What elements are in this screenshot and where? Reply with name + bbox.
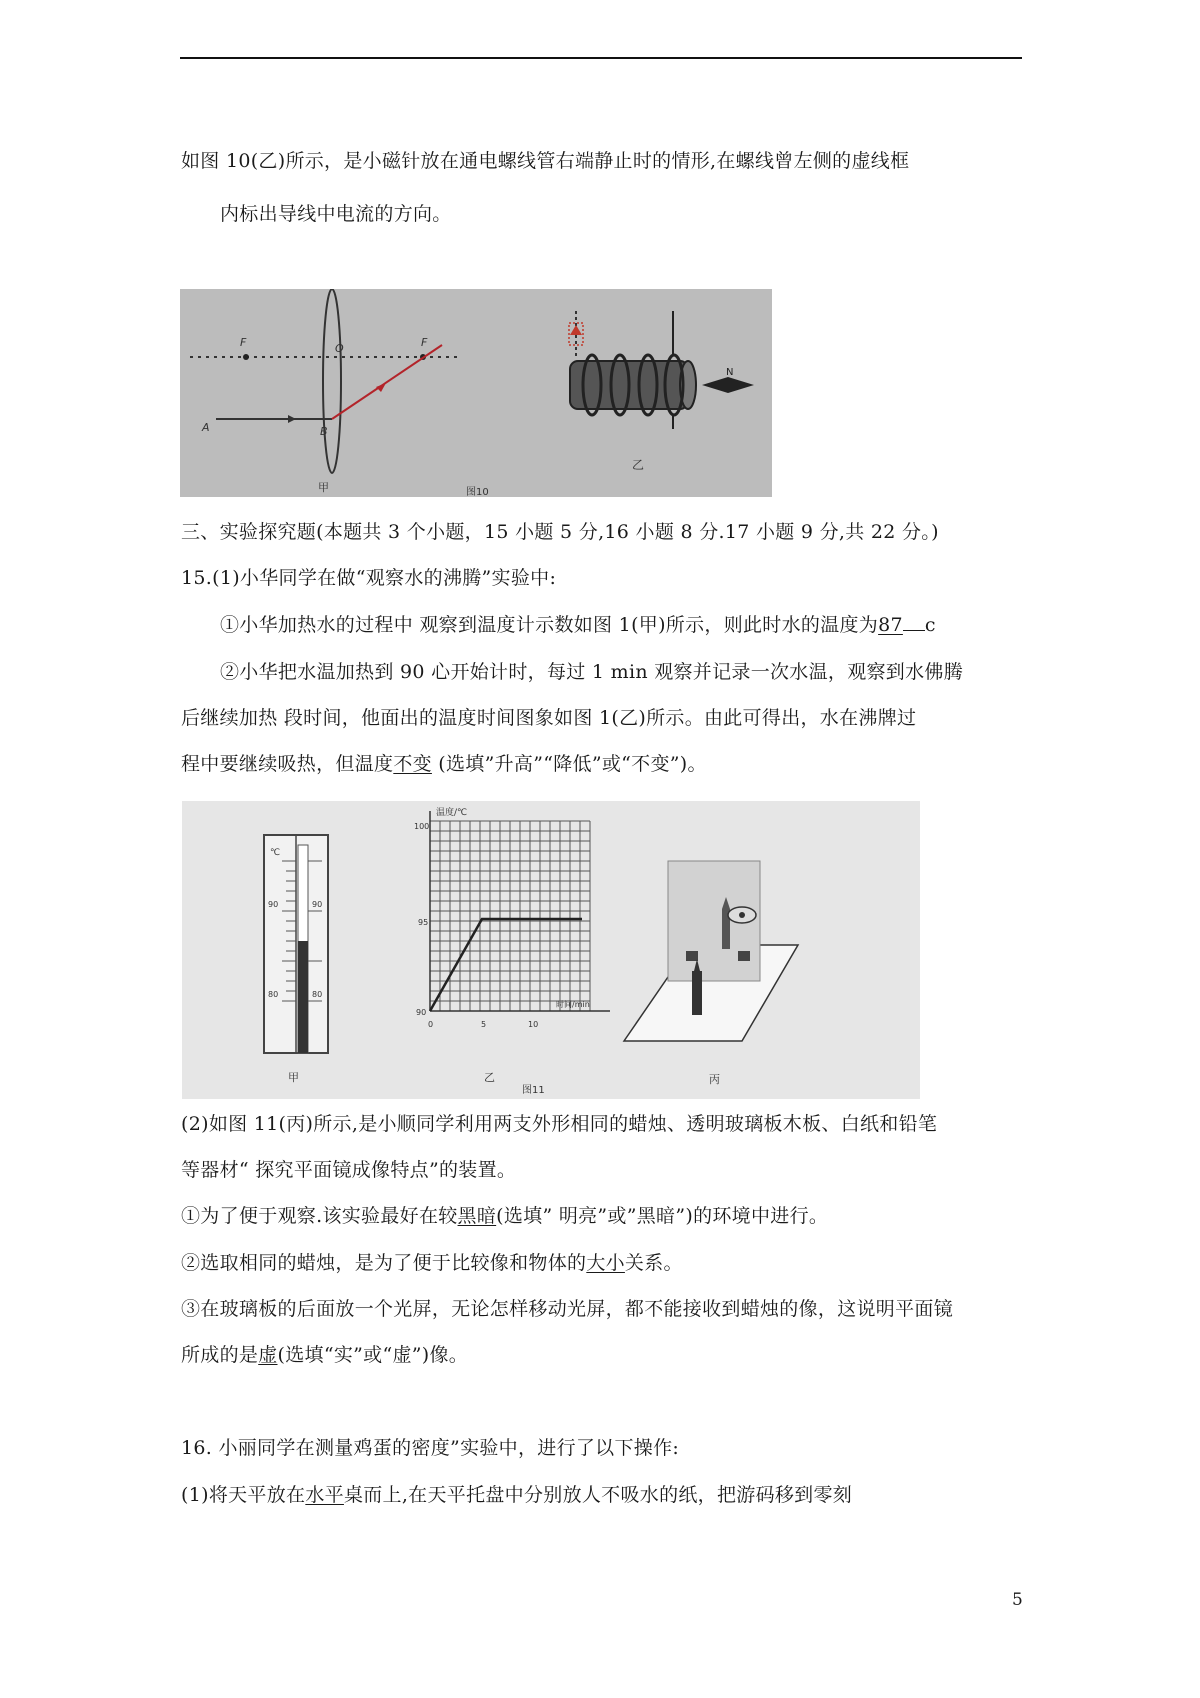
text-segment: (选填” 明亮”或”黑暗”)的环境中进行。 [496,1205,829,1227]
text-segment: 程中要继续吸热，但温度 [181,753,394,775]
question-intro: 15.(1)小华同学在做“观察水的沸腾”实验中: [181,567,557,589]
svg-text:B: B [320,425,328,438]
text-segment: 关系。 [624,1252,683,1274]
svg-text:10: 10 [528,1020,539,1029]
svg-text:温度/℃: 温度/℃ [436,808,468,818]
svg-text:℃: ℃ [270,848,281,858]
paragraph-line: 内标出导线中电流的方向。 [220,203,452,225]
question-line [181,1343,468,1367]
header-rule [180,57,1022,59]
question-line: 等器材“ 探究平面镜成像特点”的装置。 [181,1159,517,1181]
answer-blank: 大小 [586,1252,625,1274]
page-number: 5 [1012,1590,1023,1610]
answer-blank: 87 [878,614,903,636]
text-segment: 桌而上,在天平托盘中分别放人不吸水的纸，把游码移到零刻 [343,1484,853,1506]
svg-text:甲: 甲 [318,481,329,494]
text-segment: ①小华加热水的过程中 观察到温度计示数如图 1(甲)所示，则此时水的温度为 [220,614,879,636]
svg-text:N: N [726,367,734,378]
section-heading: 三、实验探究题(本题共 3 个小题，15 小题 5 分,16 小题 8 分.17 小题 9 分,共 22 分。) [181,521,939,543]
svg-text:丙: 丙 [709,1073,720,1086]
question-intro: 16. 小丽同学在测量鸡蛋的密度”实验中，进行了以下操作: [181,1437,680,1459]
question-line: 后继续加热 段时间，他面出的温度时间图象如图 1(乙)所示。由此可得出，水在沸牌过 [181,707,917,729]
svg-text:甲: 甲 [288,1071,299,1084]
svg-text:F: F [421,336,428,349]
svg-text:95: 95 [418,918,429,927]
question-line [181,1251,683,1275]
svg-text:80: 80 [268,990,279,999]
text-segment: (选填“实”或“虚”)像。 [277,1344,469,1366]
svg-text:80: 80 [312,990,323,999]
svg-text:时间/min: 时间/min [556,1000,590,1009]
text-segment: 所成的是 [181,1344,259,1366]
svg-text:乙: 乙 [484,1071,495,1084]
figure-10-image [180,289,772,497]
svg-text:0: 0 [428,1020,434,1029]
svg-text:90: 90 [268,900,279,909]
answer-blank: 黑暗 [457,1205,497,1227]
svg-text:图11: 图11 [522,1085,545,1096]
figure-11-image [182,801,920,1099]
text-segment: c [924,614,936,636]
svg-text:图10: 图10 [466,487,489,497]
figure-11 [182,801,920,1099]
question-line: (2)如图 11(丙)所示,是小顺同学利用两支外形相同的蜡烛、透明玻璃板木板、白纸和铅笔 [181,1113,938,1135]
question-line [181,752,707,776]
svg-text:A: A [202,421,210,434]
svg-text:5: 5 [481,1020,487,1029]
text-segment: (选填”升高”“降低”或“不变”)。 [431,753,707,775]
question-line: ③在玻璃板的后面放一个光屏，无论怎样移动光屏，都不能接收到蜡烛的像，这说明平面镜 [181,1298,954,1320]
paragraph-line: 如图 10(乙)所示，是小磁针放在通电螺线管右端静止时的情形,在螺线曾左侧的虚线框 [181,150,910,172]
svg-text:100: 100 [414,822,430,831]
svg-text:O: O [335,342,344,355]
text-segment: ①为了便于观察.该实验最好在较 [181,1205,458,1227]
question-line: ②小华把水温加热到 90 心开始计时，每过 1 min 观察并记录一次水温，观察到水佛腾 [220,661,963,683]
answer-blank: 水平 [305,1484,344,1506]
svg-text:乙: 乙 [632,458,645,472]
text-segment: (1)将天平放在 [181,1484,306,1506]
question-line [181,1483,852,1507]
question-line [220,613,936,637]
answer-blank: 不变 [393,753,432,775]
svg-text:90: 90 [416,1008,427,1017]
question-line [181,1204,828,1228]
figure-10 [180,289,772,497]
text-segment: ②选取相同的蜡烛，是为了便于比较像和物体的 [181,1252,587,1274]
svg-text:90: 90 [312,900,323,909]
svg-text:F: F [240,336,247,349]
answer-blank: 虚 [258,1344,278,1366]
